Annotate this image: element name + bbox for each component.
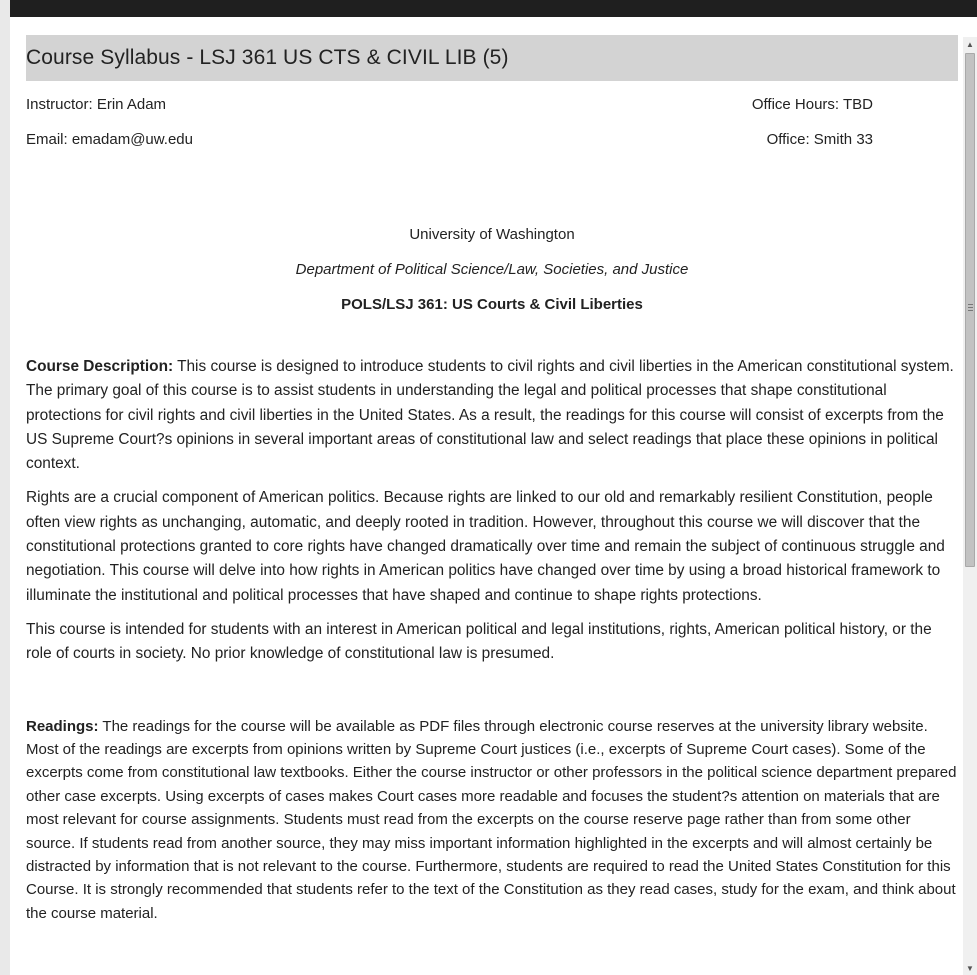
syllabus-content xyxy=(26,35,958,975)
modal-title-bar xyxy=(26,35,958,81)
triangle-down-icon[interactable]: ▼ xyxy=(966,963,974,973)
rights-paragraph: Rights are a crucial component of American politics. Because rights are linked to our old and remarkably resilient Constitution, people often view rights as unchanging, automatic, and deeply rooted in tradition. However, throughout this course we will discover that the constitutional protections granted to core rights have changed dramatically over time and remain the subject of continuous struggle and negotiation. This course will delve into how rights in American politics have changed over time by using a broad historical framework to illuminate the institutional and political processes that have shaped and continue to shape rights protections. xyxy=(26,489,945,604)
grip-lines-icon xyxy=(968,304,973,311)
instructor-email: Email: emadam@uw.edu xyxy=(26,131,193,148)
course-description-label: Course Description: xyxy=(26,358,174,375)
university-name: University of Washington xyxy=(409,226,575,243)
course-header xyxy=(26,217,958,322)
office-location: Office: Smith 33 xyxy=(766,131,873,148)
course-name: POLS/LSJ 361: US Courts & Civil Liberties xyxy=(341,296,643,313)
scrollbar-thumb[interactable] xyxy=(965,53,975,567)
readings-label: Readings: xyxy=(26,717,99,735)
vertical-scrollbar[interactable] xyxy=(963,37,977,975)
intended-audience-paragraph: This course is intended for students with an interest in American political and legal institutions, rights, American political history, or the role of courts in society. No prior knowledge of constitutional law is presumed. xyxy=(26,620,932,663)
modal-title: Course Syllabus - LSJ 361 US CTS & CIVIL LIB (5) xyxy=(26,46,509,69)
office-hours: Office Hours: TBD xyxy=(751,96,873,113)
readings-paragraph xyxy=(26,715,958,926)
background-page-edge xyxy=(0,0,10,975)
readings-text: The readings for the course will be available as PDF files through electronic course reserves at the university library website. Most of the readings are excerpts from opinions written by Supreme Court justices (i.e., excerpts of Supreme Court cases). Some of the excerpts come from constitutional law textbooks. Either the course instructor or other professors in the political science department prepared other case excerpts. Using excerpts of cases makes Court cases more readable and focuses the student?s attention on materials that are most relevant for course assignments. Students must read from the excerpts on the course reserve page rather than from some other source. If students read from another source, they may miss important information highlighted in the excerpts and will almost certainly be distracted by information that is not relevant to the course. Furthermore, students are required to read the United States Constitution for this Course. It is strongly recommended that students refer to the text of the Constitution as they read cases, study for the exam, and think about the course material. xyxy=(26,717,957,922)
triangle-up-icon[interactable]: ▲ xyxy=(966,39,974,49)
syllabus-modal xyxy=(10,17,977,975)
instructor-name: Instructor: Erin Adam xyxy=(26,96,167,113)
contact-row xyxy=(26,122,873,157)
course-description-text: This course is designed to introduce students to civil rights and civil liberties in the American constitutional system. The primary goal of this course is to assist students in understanding the legal and political processes that shape constitutional protections for civil rights and civil liberties in the United States. As a result, the readings for this course will consist of excerpts from the US Supreme Court?s opinions in several important areas of constitutional law and select readings that place these opinions in political context. xyxy=(26,358,954,473)
department-name: Department of Political Science/Law, Societies, and Justice xyxy=(295,261,689,278)
course-description xyxy=(26,355,958,476)
instructor-row xyxy=(26,87,873,122)
